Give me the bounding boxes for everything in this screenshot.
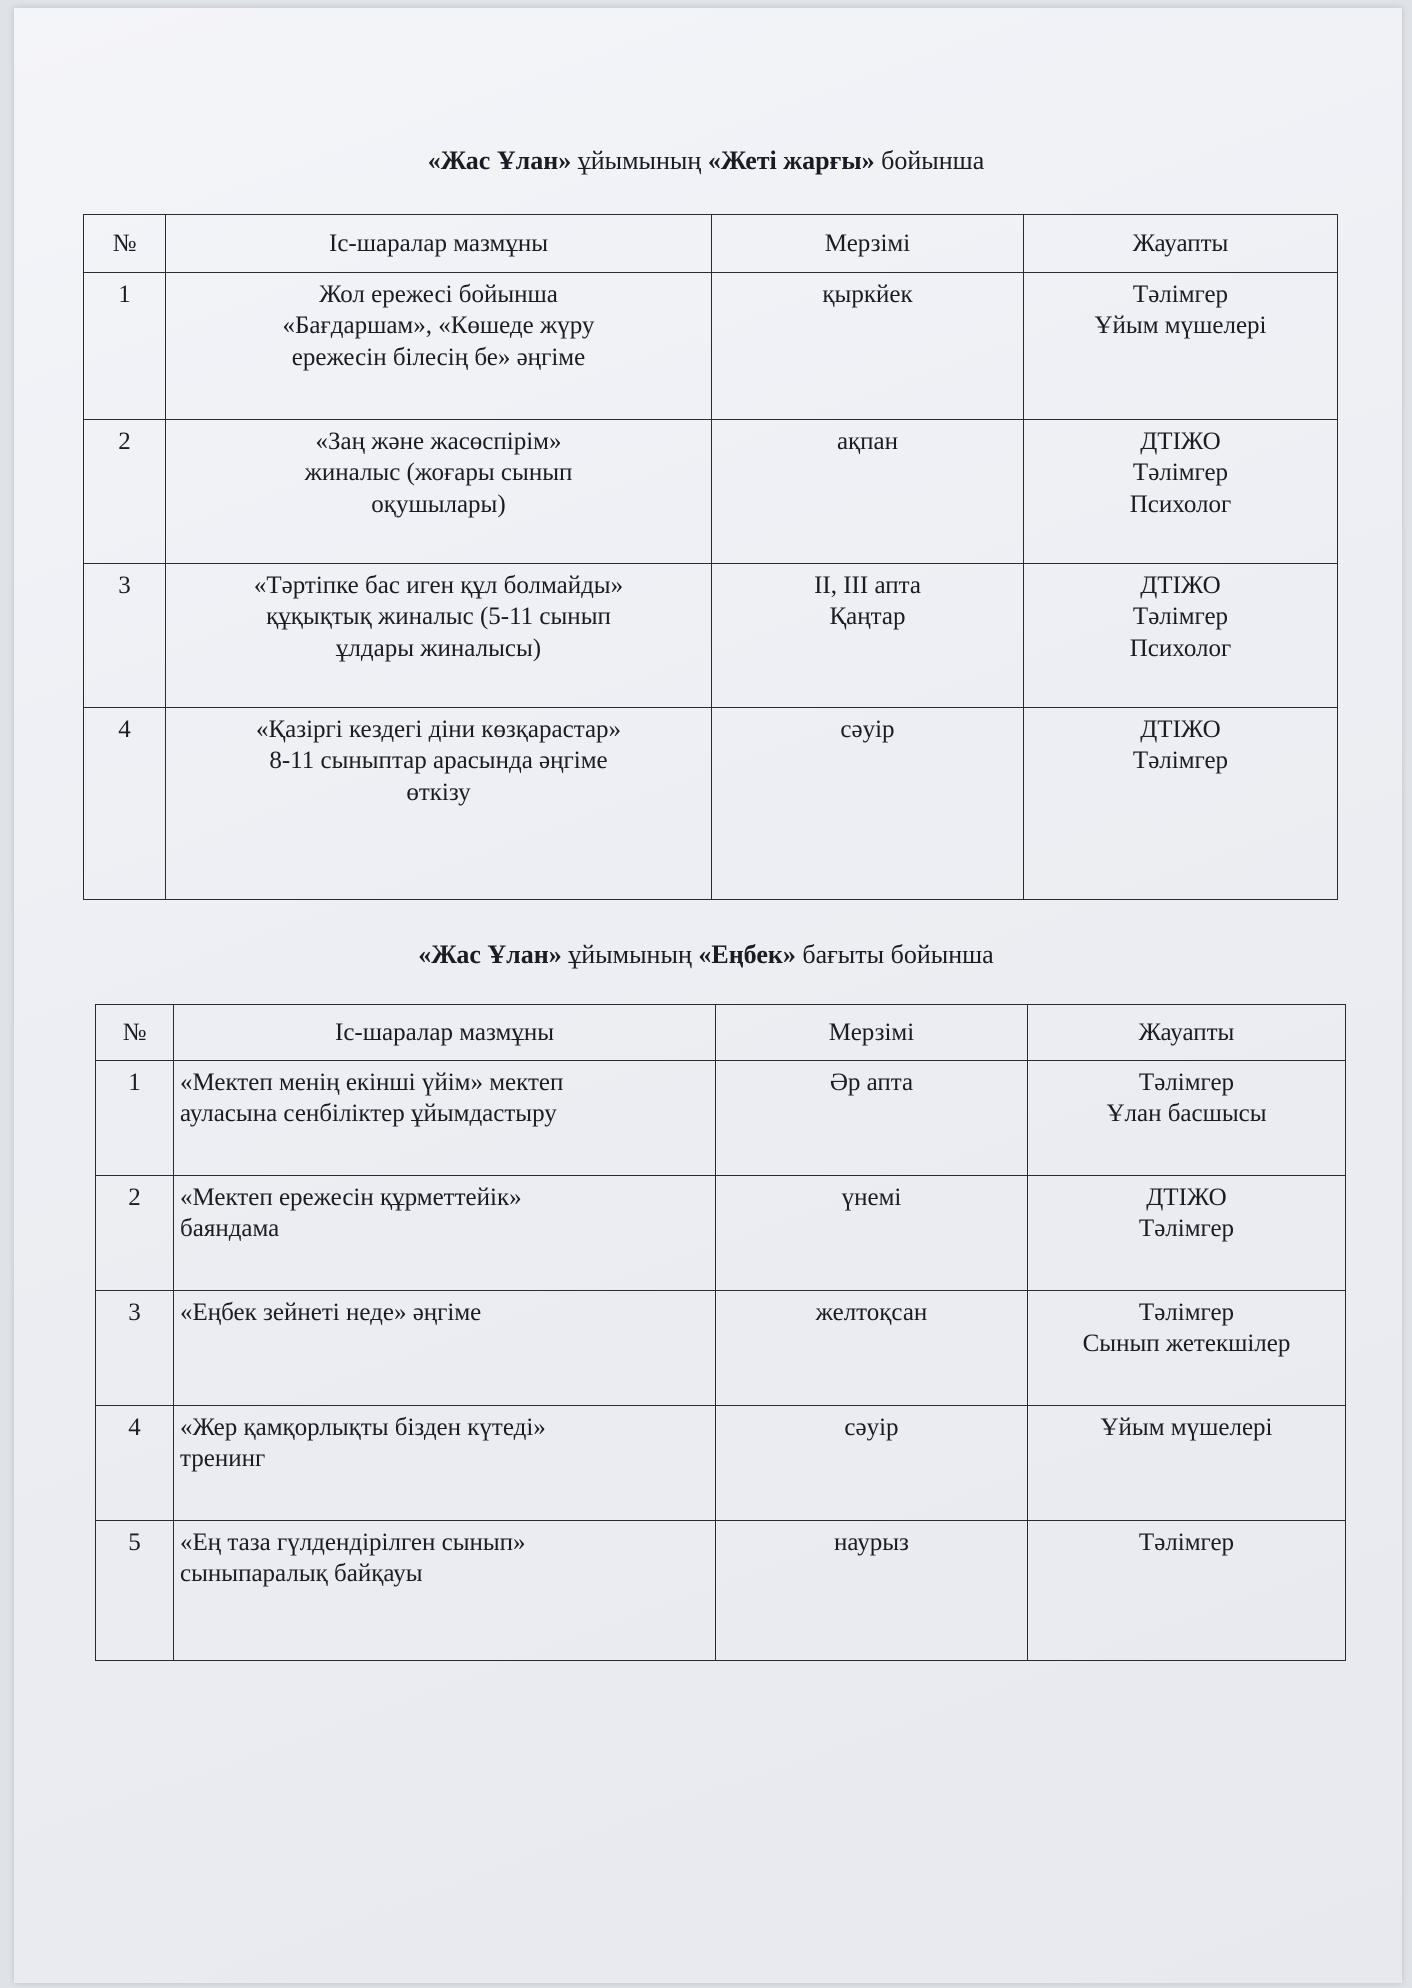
event-content-line: оқушылары) xyxy=(371,490,506,518)
event-responsible-line: Тәлімгер xyxy=(1138,1299,1235,1326)
row-number: 1 xyxy=(84,273,166,420)
event-content-line: «Тәртіпке бас иген құл болмайды» xyxy=(253,572,624,599)
event-content xyxy=(174,1176,716,1291)
row-number: 2 xyxy=(84,420,166,564)
event-content-line: сыныпаралық байқауы xyxy=(180,1560,423,1588)
header-number: № xyxy=(96,1005,174,1061)
event-content-line: «Бағдаршам», «Көшеде жүру xyxy=(282,312,595,340)
event-term xyxy=(716,1406,1028,1521)
event-term-line: сәуір xyxy=(840,716,895,743)
event-responsible-line: Тәлімгер xyxy=(1132,459,1229,487)
event-content-line: баяндама xyxy=(180,1215,280,1243)
section1-title xyxy=(0,146,1412,176)
event-responsible-line: ДТІЖО xyxy=(1140,428,1221,455)
table-row xyxy=(96,1406,1346,1521)
event-term-line: наурыз xyxy=(834,1529,909,1556)
section1-title-mid: ұйымының xyxy=(571,146,708,175)
event-term-line: Қаңтар xyxy=(829,603,906,631)
event-responsible-line: Тәлімгер xyxy=(1132,603,1229,631)
event-content-line: «Мектеп ережесін құрметтейік» xyxy=(180,1184,522,1211)
row-number: 5 xyxy=(96,1521,174,1661)
table-row xyxy=(96,1061,1346,1176)
event-content-line: ережесін білесің бе» әңгіме xyxy=(291,343,586,371)
table-row xyxy=(84,564,1338,708)
event-responsible-line: Ұлан басшысы xyxy=(1106,1100,1267,1128)
header-responsible: Жауапты xyxy=(1028,1005,1346,1061)
section2-title xyxy=(0,940,1412,970)
event-content-line: ұлдары жиналысы) xyxy=(335,634,542,662)
event-responsible xyxy=(1024,273,1338,420)
section1-title-org: «Жас Ұлан» xyxy=(427,146,572,175)
event-responsible-line: ДТІЖО xyxy=(1140,572,1221,599)
event-content-line: 8-11 сыныптар арасында әңгіме xyxy=(269,747,608,775)
section2-title-org: «Жас Ұлан» xyxy=(418,940,562,969)
table-row xyxy=(84,708,1338,900)
event-responsible xyxy=(1028,1521,1346,1661)
section2-title-topic: «Еңбек» xyxy=(698,940,796,969)
event-term-line: қыркйек xyxy=(822,281,913,308)
row-number: 4 xyxy=(96,1406,174,1521)
event-term-line: үнемі xyxy=(841,1184,902,1211)
header-term: Мерзімі xyxy=(712,215,1024,273)
event-responsible-line: Тәлімгер xyxy=(1138,1215,1235,1243)
event-responsible xyxy=(1028,1291,1346,1406)
event-content-line: жиналыс (жоғары сынып xyxy=(304,459,573,487)
header-content: Іс-шаралар мазмұны xyxy=(166,215,712,273)
header-number: № xyxy=(84,215,166,273)
event-responsible xyxy=(1028,1061,1346,1176)
event-responsible-line: Тәлімгер xyxy=(1132,747,1229,775)
section2-title-end: бағыты бойынша xyxy=(795,940,994,969)
event-content xyxy=(174,1061,716,1176)
event-term xyxy=(716,1291,1028,1406)
event-responsible xyxy=(1028,1176,1346,1291)
header-term: Мерзімі xyxy=(716,1005,1028,1061)
event-content xyxy=(174,1521,716,1661)
event-responsible-line: Сынып жетекшілер xyxy=(1082,1330,1291,1358)
row-number: 4 xyxy=(84,708,166,900)
header-content: Іс-шаралар мазмұны xyxy=(174,1005,716,1061)
event-responsible-line: Тәлімгер xyxy=(1132,281,1229,308)
event-content xyxy=(166,564,712,708)
event-content-line: «Жер қамқорлықты бізден күтеді» xyxy=(180,1414,546,1441)
row-number: 2 xyxy=(96,1176,174,1291)
table-row xyxy=(96,1521,1346,1661)
event-term-line: сәуір xyxy=(844,1414,899,1441)
table-row xyxy=(96,1291,1346,1406)
table-row xyxy=(96,1176,1346,1291)
row-number: 1 xyxy=(96,1061,174,1176)
table-header-row xyxy=(96,1005,1346,1061)
event-responsible-line: Психолог xyxy=(1129,634,1232,662)
event-content xyxy=(166,273,712,420)
section1-title-end: бойынша xyxy=(874,146,985,175)
event-responsible-line: ДТІЖО xyxy=(1146,1184,1227,1211)
event-term-line: Әр апта xyxy=(829,1069,914,1096)
event-responsible xyxy=(1024,564,1338,708)
event-responsible xyxy=(1024,420,1338,564)
event-content xyxy=(174,1406,716,1521)
event-content xyxy=(166,420,712,564)
event-responsible xyxy=(1028,1406,1346,1521)
section1-title-topic: «Жеті жарғы» xyxy=(707,146,875,175)
event-responsible-line: Психолог xyxy=(1129,490,1232,518)
event-content-line: өткізу xyxy=(406,778,471,806)
event-content-line: Жол ережесі бойынша xyxy=(319,281,558,308)
event-responsible-line: Ұйым мүшелері xyxy=(1100,1414,1273,1441)
event-content-line: «Қазіргі кездегі діни көзқарастар» xyxy=(255,716,622,743)
table-header-row xyxy=(84,215,1338,273)
event-responsible xyxy=(1024,708,1338,900)
event-content-line: ауласына сенбіліктер ұйымдастыру xyxy=(180,1100,557,1128)
row-number: 3 xyxy=(96,1291,174,1406)
event-content-line: «Еңбек зейнеті неде» әңгіме xyxy=(180,1299,482,1326)
event-responsible-line: Тәлімгер xyxy=(1138,1069,1235,1096)
event-term xyxy=(712,273,1024,420)
event-term xyxy=(716,1061,1028,1176)
event-content-line: «Мектеп менің екінші үйім» мектеп xyxy=(180,1069,564,1096)
event-term xyxy=(712,564,1024,708)
event-term-line: ақпан xyxy=(836,428,899,455)
event-term xyxy=(712,708,1024,900)
event-responsible-line: Тәлімгер xyxy=(1138,1529,1235,1556)
event-term-line: желтоқсан xyxy=(815,1299,928,1326)
event-content-line: «Заң және жасөспірім» xyxy=(315,428,562,455)
event-responsible-line: Ұйым мүшелері xyxy=(1094,312,1267,340)
event-term xyxy=(712,420,1024,564)
event-content-line: тренинг xyxy=(180,1445,266,1473)
event-term-line: ІІ, ІІІ апта xyxy=(814,572,921,599)
event-responsible-line: ДТІЖО xyxy=(1140,716,1221,743)
table-row xyxy=(84,420,1338,564)
row-number: 3 xyxy=(84,564,166,708)
section2-title-mid: ұйымының xyxy=(561,940,699,969)
section2-table xyxy=(95,1004,1346,1661)
table-row xyxy=(84,273,1338,420)
event-content xyxy=(166,708,712,900)
event-content xyxy=(174,1291,716,1406)
header-responsible: Жауапты xyxy=(1024,215,1338,273)
event-content-line: «Ең таза гүлдендірілген сынып» xyxy=(180,1529,526,1556)
event-term xyxy=(716,1176,1028,1291)
section1-table xyxy=(83,214,1338,900)
event-term xyxy=(716,1521,1028,1661)
event-content-line: құқықтық жиналыс (5-11 сынып xyxy=(266,603,611,631)
